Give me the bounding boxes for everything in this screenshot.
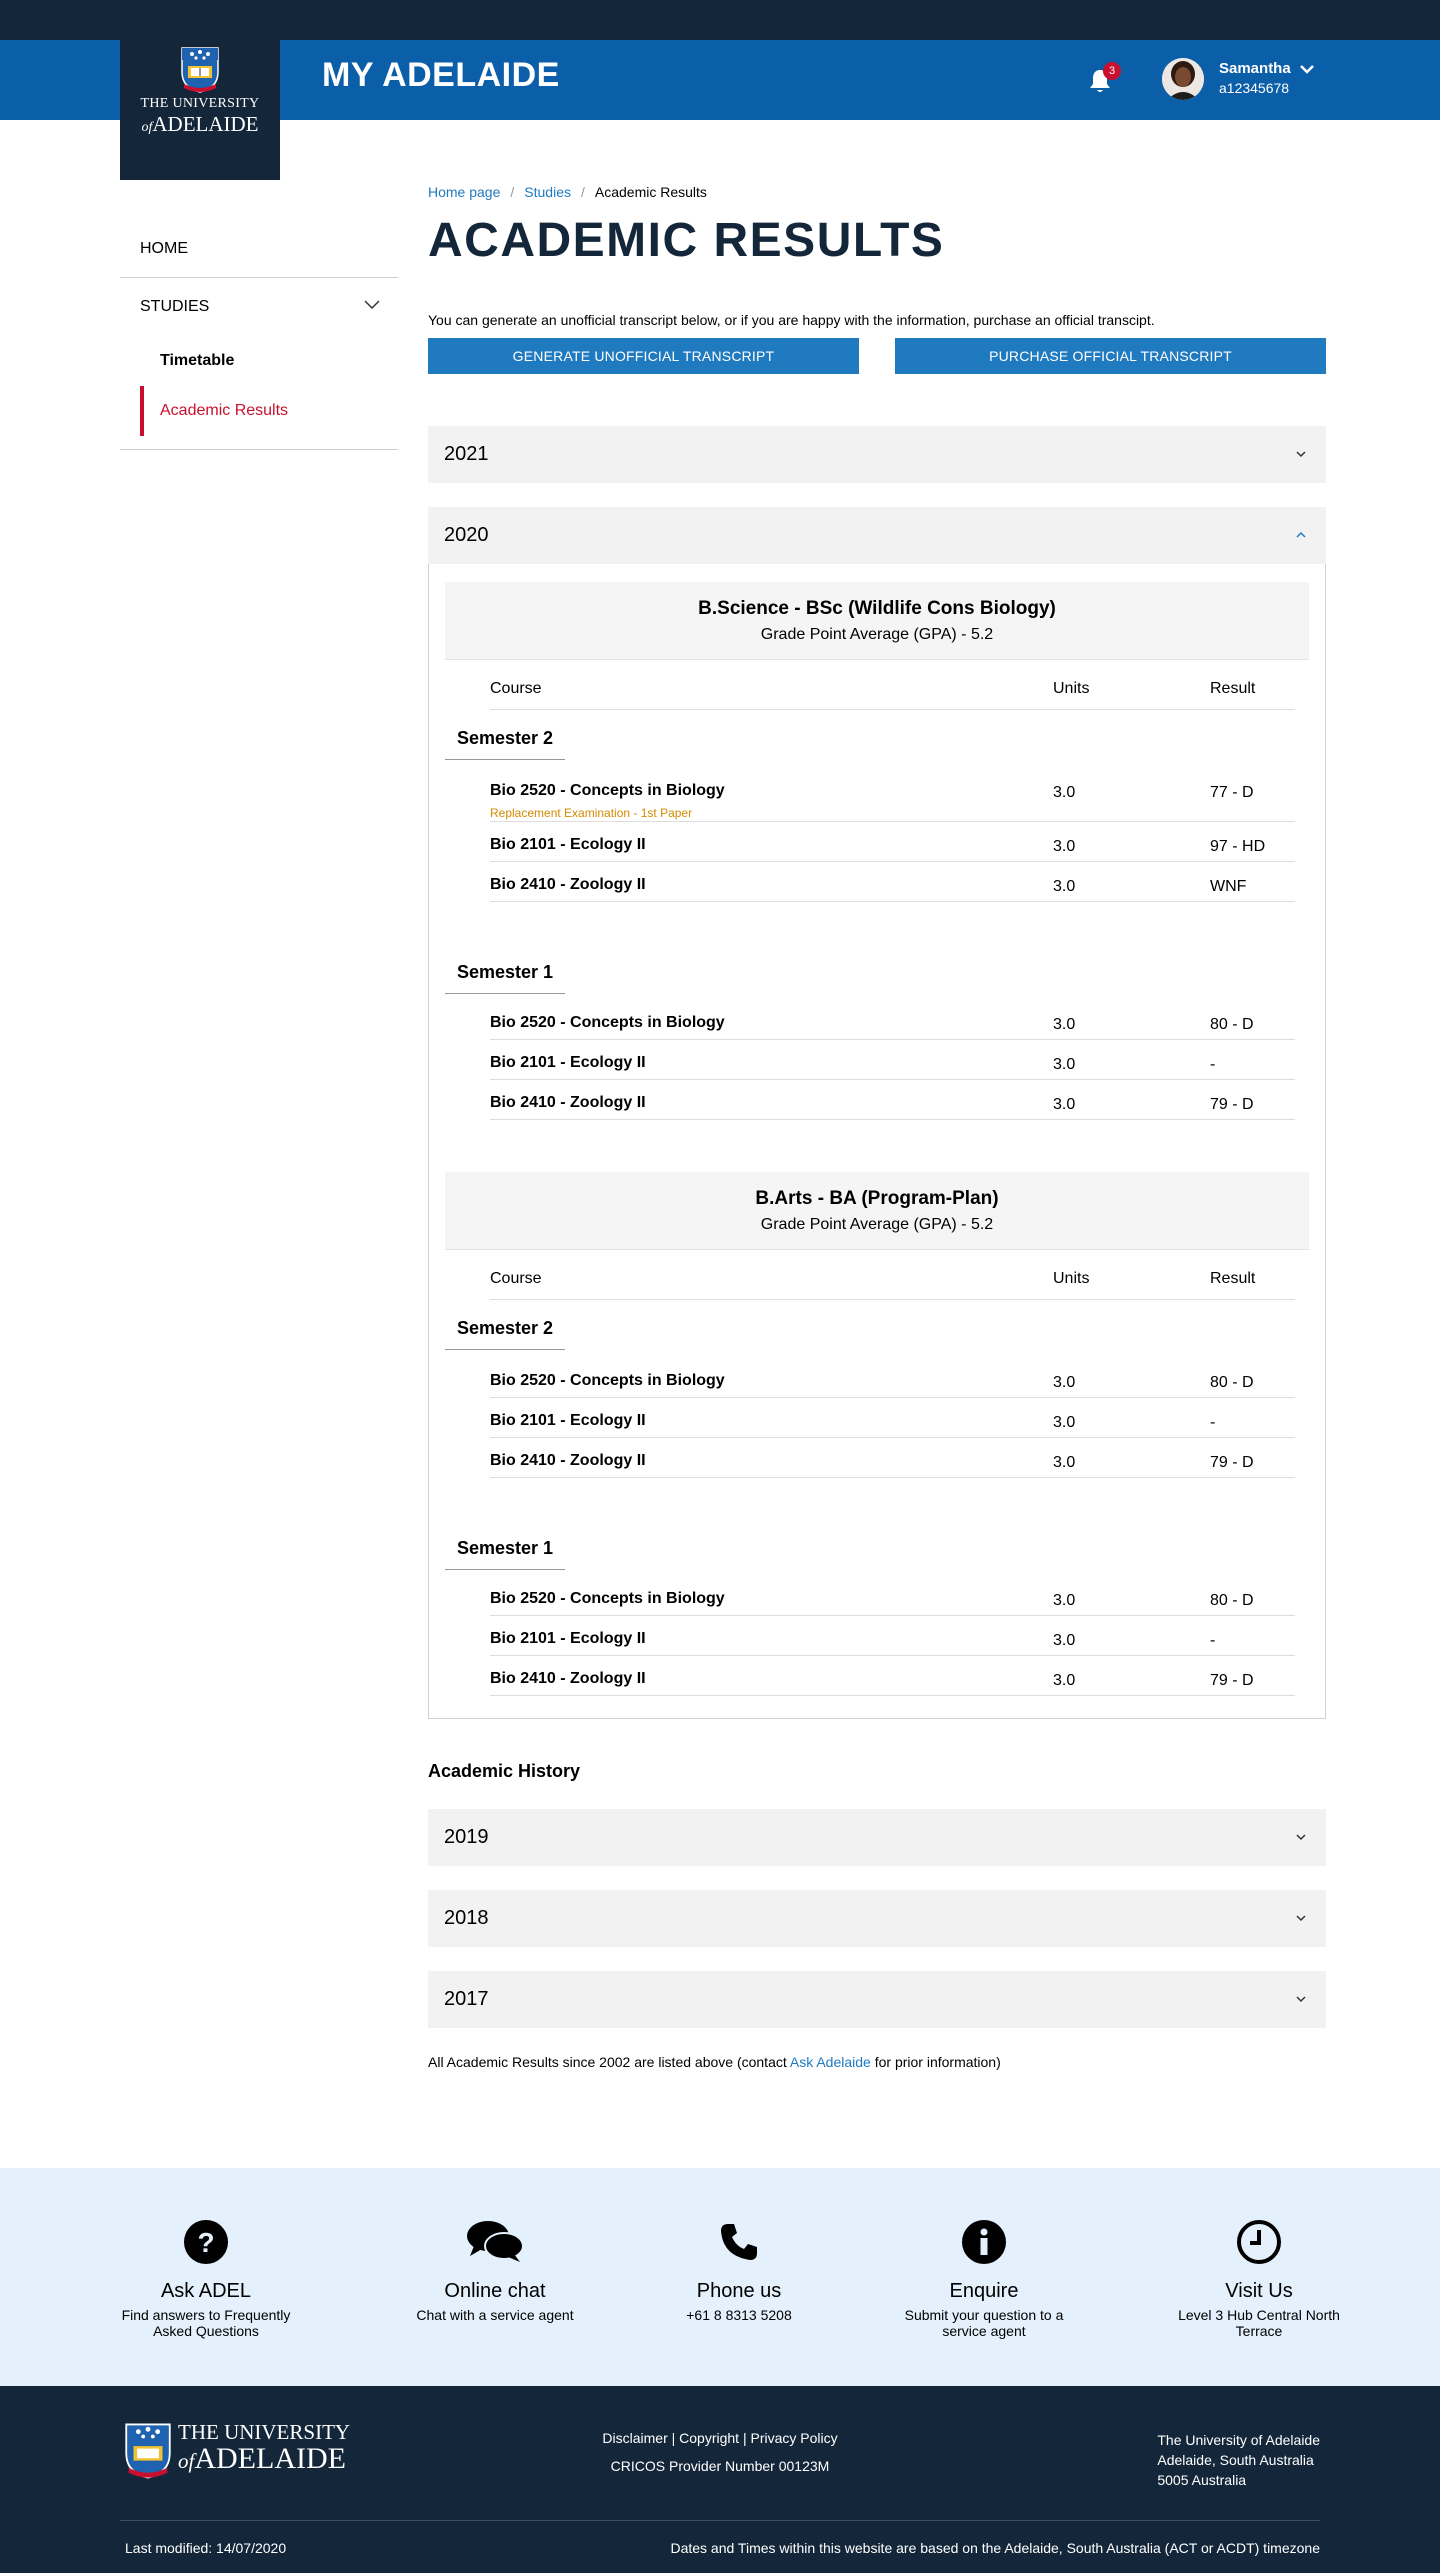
course-name: Bio 2101 - Ecology II — [490, 1054, 646, 1071]
contact-title: Phone us — [696, 2280, 782, 2302]
logo-line-2 — [120, 112, 280, 137]
course-name: Bio 2101 - Ecology II — [490, 836, 646, 853]
contact-phone[interactable] — [639, 2218, 839, 2323]
course-units: 3.0 — [1053, 1414, 1076, 1431]
contact-title: Online chat — [444, 2280, 546, 2302]
course-name: Bio 2101 - Ecology II — [490, 1412, 646, 1429]
user-photo-icon — [1162, 58, 1204, 100]
year-label: 2018 — [444, 1907, 489, 1929]
course-units: 3.0 — [1053, 878, 1076, 895]
table-row — [490, 768, 1295, 822]
program-gpa: Grade Point Average (GPA) - 5.2 — [760, 1216, 994, 1233]
year-label: 2021 — [444, 443, 489, 465]
clock-icon — [1236, 2219, 1282, 2265]
logo-of: of — [141, 120, 153, 135]
history-footnote — [428, 2054, 1326, 2070]
course-result: 77 - D — [1210, 784, 1254, 801]
contact-title: Visit Us — [1225, 2280, 1293, 2302]
table-header — [490, 1250, 1295, 1300]
course-name: Bio 2410 - Zoology II — [490, 876, 646, 893]
year-accordion-2021[interactable] — [428, 426, 1326, 483]
semester-label: Semester 1 — [445, 1538, 565, 1570]
footer-links[interactable]: Disclaimer | Copyright | Privacy Policy — [602, 2430, 838, 2446]
avatar[interactable] — [1162, 58, 1204, 100]
nav-timetable[interactable]: Timetable — [160, 352, 235, 369]
program-gpa: Grade Point Average (GPA) - 5.2 — [760, 626, 994, 643]
program-header — [445, 582, 1309, 660]
course-units: 3.0 — [1053, 1592, 1076, 1609]
year-accordion-2020[interactable] — [428, 507, 1326, 564]
contact-desc: Find answers to Frequently Asked Questions — [121, 2307, 291, 2339]
main-content — [428, 182, 1326, 2070]
program-name: B.Science - BSc (Wildlife Cons Biology) — [698, 598, 1056, 619]
chevron-down-icon[interactable] — [1296, 1833, 1306, 1841]
year-label: 2019 — [444, 1826, 489, 1848]
program-header — [445, 1172, 1309, 1250]
notification-badge: 3 — [1103, 62, 1121, 80]
course-note: Replacement Examination - 1st Paper — [490, 806, 693, 820]
course-result: - — [1210, 1632, 1216, 1649]
user-id: a12345678 — [1219, 80, 1290, 96]
academic-history-title: Academic History — [428, 1761, 581, 1781]
contact-visit-us[interactable] — [1159, 2218, 1359, 2339]
course-name: Bio 2410 - Zoology II — [490, 1452, 646, 1469]
table-row — [490, 1080, 1295, 1120]
table-row — [490, 822, 1295, 862]
contact-title: Enquire — [949, 2280, 1019, 2302]
result-column-header: Result — [1210, 680, 1256, 697]
result-column-header: Result — [1210, 1270, 1256, 1287]
units-column-header: Units — [1053, 680, 1090, 697]
logo-adelaide: ADELAIDE — [194, 2442, 346, 2475]
program-name: B.Arts - BA (Program-Plan) — [755, 1188, 999, 1209]
address-line: 5005 Australia — [1157, 2472, 1247, 2488]
intro-text: You can generate an unofficial transcript below, or if you are happy with the information, purchase an official transcipt. — [428, 312, 1155, 328]
contact-options — [0, 2168, 1440, 2386]
course-name: Bio 2520 - Concepts in Biology — [490, 782, 725, 799]
nav-home[interactable]: HOME — [120, 220, 398, 278]
course-column-header: Course — [490, 1270, 542, 1287]
timezone-note: Dates and Times within this website are based on the Adelaide, South Australia (ACT or ACDT) timezone — [670, 2540, 1320, 2556]
course-name: Bio 2101 - Ecology II — [490, 1630, 646, 1647]
year-label: 2017 — [444, 1988, 489, 2010]
table-row — [490, 1040, 1295, 1080]
year-accordion-2019[interactable] — [428, 1809, 1326, 1866]
generate-unofficial-transcript-button[interactable]: GENERATE UNOFFICIAL TRANSCRIPT — [428, 338, 859, 374]
breadcrumb: Home page / Studies / Academic Results — [428, 184, 707, 200]
year-accordion-2017[interactable] — [428, 1971, 1326, 2028]
chevron-down-icon[interactable] — [1296, 1995, 1306, 2003]
course-result: 79 - D — [1210, 1096, 1254, 1113]
last-modified: Last modified: 14/07/2020 — [125, 2540, 287, 2556]
course-result: 79 - D — [1210, 1672, 1254, 1689]
table-row — [490, 1438, 1295, 1478]
nav-divider — [120, 436, 398, 450]
course-units: 3.0 — [1053, 1096, 1076, 1113]
university-logo[interactable] — [120, 40, 280, 180]
semester-label: Semester 2 — [445, 1318, 565, 1350]
course-units: 3.0 — [1053, 1016, 1076, 1033]
course-result: 97 - HD — [1210, 838, 1266, 855]
table-header — [490, 660, 1295, 710]
footnote-text: All Academic Results since 2002 are listed above (contact — [428, 2054, 790, 2070]
contact-title: Ask ADEL — [160, 2280, 252, 2302]
address-line: The University of Adelaide — [1157, 2432, 1320, 2448]
contact-online-chat[interactable] — [395, 2218, 595, 2323]
year-accordion-2018[interactable] — [428, 1890, 1326, 1947]
logo-line-1: THE UNIVERSITY — [140, 96, 260, 111]
nav-studies-label: STUDIES — [140, 298, 210, 315]
semester-label: Semester 2 — [445, 728, 565, 760]
chevron-down-icon[interactable] — [364, 300, 380, 310]
course-name: Bio 2520 - Concepts in Biology — [490, 1372, 725, 1389]
course-result: - — [1210, 1414, 1216, 1431]
course-column-header: Course — [490, 680, 542, 697]
side-navigation — [120, 220, 398, 450]
course-units: 3.0 — [1053, 1672, 1076, 1689]
top-strip — [0, 0, 1440, 40]
breadcrumb-home[interactable]: Home page — [428, 184, 501, 200]
course-result: 79 - D — [1210, 1454, 1254, 1471]
course-name: Bio 2520 - Concepts in Biology — [490, 1590, 725, 1607]
course-units: 3.0 — [1053, 784, 1076, 801]
chevron-down-icon[interactable] — [1300, 64, 1314, 74]
table-row — [490, 1576, 1295, 1616]
contact-enquire[interactable] — [884, 2218, 1084, 2339]
course-units: 3.0 — [1053, 1454, 1076, 1471]
course-name: Bio 2410 - Zoology II — [490, 1094, 646, 1111]
user-name[interactable]: Samantha — [1219, 60, 1291, 77]
chevron-down-icon[interactable] — [1296, 1914, 1306, 1922]
course-units: 3.0 — [1053, 1632, 1076, 1649]
table-row — [490, 1616, 1295, 1656]
address-line: Adelaide, South Australia — [1157, 2452, 1314, 2468]
course-name: Bio 2410 - Zoology II — [490, 1670, 646, 1687]
nav-studies[interactable] — [120, 278, 398, 336]
table-row — [490, 862, 1295, 902]
crest-icon — [180, 46, 220, 94]
year-label: 2020 — [444, 524, 489, 546]
footer-divider — [120, 2520, 1320, 2521]
breadcrumb-current: Academic Results — [594, 184, 707, 200]
chevron-up-icon[interactable] — [1296, 531, 1306, 539]
logo-of: of — [178, 2449, 195, 2473]
course-units: 3.0 — [1053, 1056, 1076, 1073]
course-result: WNF — [1210, 878, 1247, 895]
course-result: 80 - D — [1210, 1592, 1254, 1609]
logo-adelaide: ADELAIDE — [152, 112, 259, 136]
svg-text:?: ? — [197, 2227, 215, 2258]
course-units: 3.0 — [1053, 838, 1076, 855]
breadcrumb-studies[interactable]: Studies — [524, 184, 571, 200]
contact-desc: Submit your question to a service agent — [904, 2307, 1064, 2339]
semester-label: Semester 1 — [445, 962, 565, 994]
nav-academic-results[interactable]: Academic Results — [140, 386, 398, 436]
ask-adelaide-link[interactable]: Ask Adelaide — [789, 2054, 871, 2070]
table-row — [490, 1398, 1295, 1438]
course-units: 3.0 — [1053, 1374, 1076, 1391]
course-name: Bio 2520 - Concepts in Biology — [490, 1014, 725, 1031]
course-result: 80 - D — [1210, 1374, 1254, 1391]
purchase-official-transcript-button[interactable]: PURCHASE OFFICIAL TRANSCRIPT — [895, 338, 1326, 374]
site-footer — [0, 2386, 1440, 2573]
footnote-text: for prior information) — [870, 2054, 1001, 2070]
app-title[interactable]: MY ADELAIDE — [322, 56, 560, 94]
info-circle-icon — [961, 2219, 1007, 2265]
year-panel-2020 — [428, 564, 1326, 1719]
question-circle-icon — [183, 2219, 229, 2265]
page-title: ACADEMIC RESULTS — [428, 214, 945, 267]
cricos-number: CRICOS Provider Number 00123M — [610, 2458, 830, 2474]
footer-logo-line-1: THE UNIVERSITY — [178, 2420, 351, 2444]
contact-desc: Chat with a service agent — [416, 2307, 574, 2323]
table-row — [490, 1000, 1295, 1040]
chevron-down-icon[interactable] — [1296, 450, 1306, 458]
phone-icon — [719, 2222, 759, 2262]
chat-bubbles-icon — [466, 2220, 524, 2264]
units-column-header: Units — [1053, 1270, 1090, 1287]
course-result: - — [1210, 1056, 1216, 1073]
table-row — [490, 1656, 1295, 1696]
contact-desc: +61 8 8313 5208 — [686, 2307, 792, 2323]
table-row — [490, 1358, 1295, 1398]
contact-ask-adel[interactable] — [106, 2218, 306, 2339]
course-result: 80 - D — [1210, 1016, 1254, 1033]
contact-desc: Level 3 Hub Central North Terrace — [1178, 2307, 1340, 2339]
footer-address — [1157, 2430, 1320, 2490]
